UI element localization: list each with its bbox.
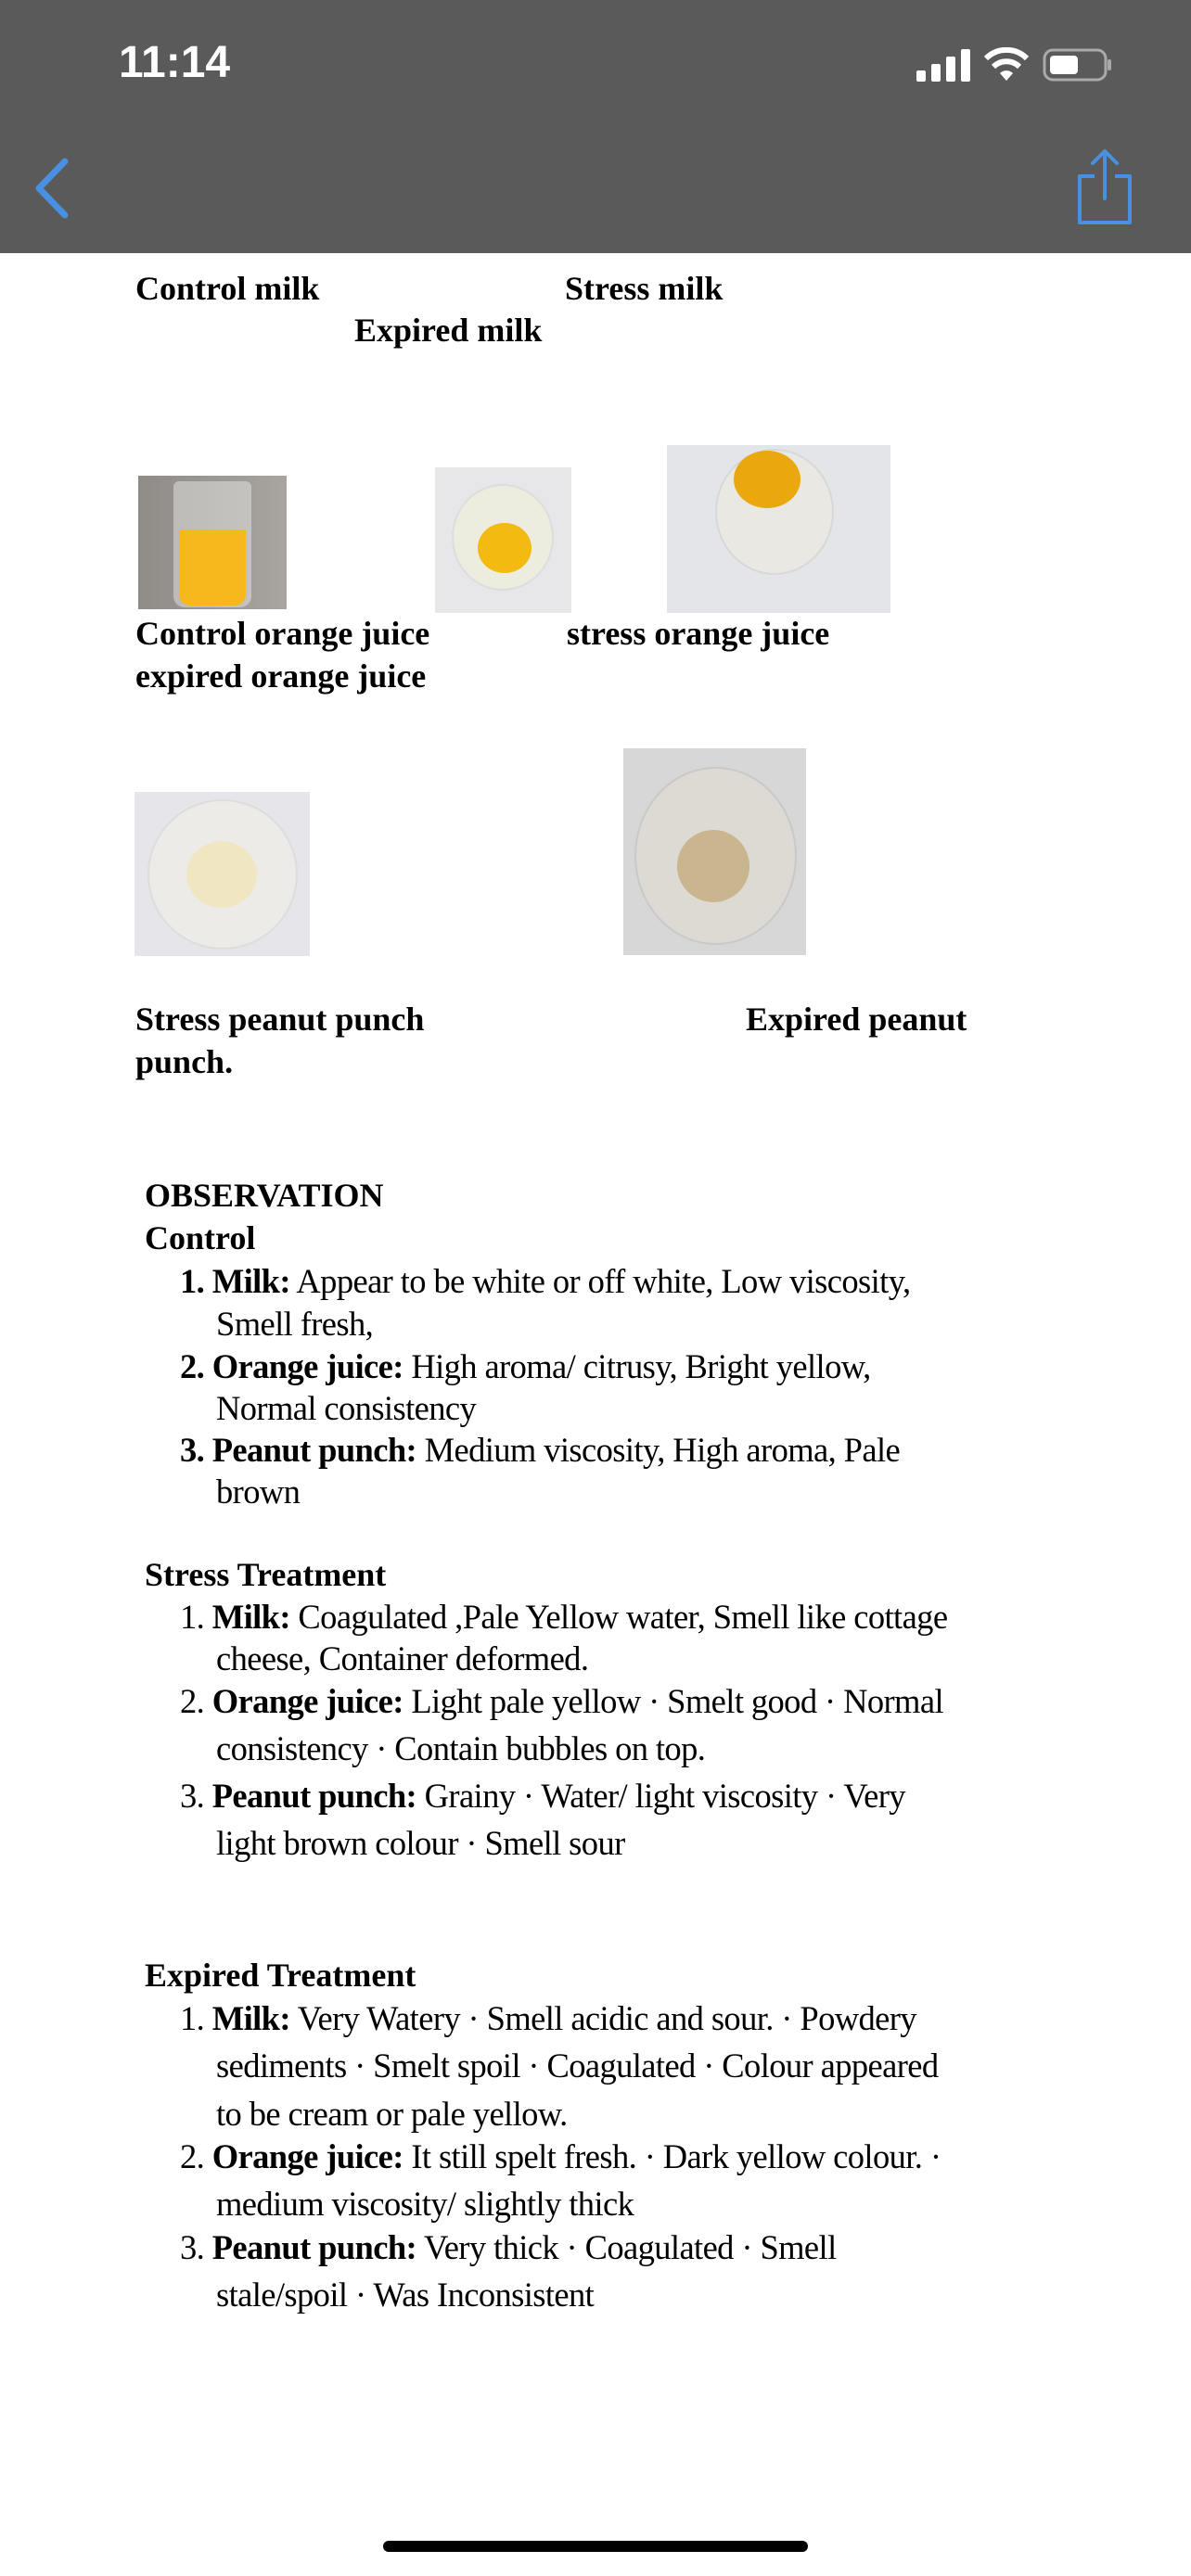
observation-title: OBSERVATION — [145, 1177, 384, 1214]
cellular-signal-icon — [916, 48, 970, 82]
list-item-continuation: Normal consistency — [216, 1389, 477, 1427]
navigation-bar — [0, 0, 1191, 253]
share-icon[interactable] — [1074, 148, 1135, 226]
stress-heading: Stress Treatment — [145, 1556, 387, 1593]
list-item-continuation: sediments · Smelt spoil · Coagulated · Colour appeared — [216, 2047, 939, 2085]
list-item-continuation: stale/spoil · Was Inconsistent — [216, 2276, 595, 2314]
list-item-continuation: cheese, Container deformed. — [216, 1639, 589, 1677]
caption-expired-milk: Expired milk — [354, 312, 543, 349]
photo-stress-peanut-punch — [134, 792, 310, 956]
list-item-continuation: consistency · Contain bubbles on top. — [216, 1729, 706, 1767]
list-item-continuation: light brown colour · Smell sour — [216, 1824, 625, 1862]
home-indicator[interactable] — [383, 2541, 808, 2552]
caption-punch: punch. — [135, 1043, 234, 1080]
caption-control-milk: Control milk — [135, 270, 320, 307]
list-item: 3. Peanut punch: Grainy · Water/ light viscosity · Very — [180, 1777, 905, 1815]
battery-icon — [1043, 46, 1113, 83]
list-item: 1. Milk: Very Watery · Smell acidic and sour. · Powdery — [180, 1999, 916, 2037]
back-chevron-icon[interactable] — [33, 158, 70, 219]
caption-expired-orange-juice: expired orange juice — [135, 657, 427, 695]
status-icons — [916, 46, 1113, 83]
list-item: 3. Peanut punch: Medium viscosity, High aroma, Pale — [180, 1431, 901, 1469]
control-heading: Control — [145, 1219, 256, 1256]
list-item: 2. Orange juice: High aroma/ citrusy, Bright yellow, — [180, 1347, 871, 1385]
photo-expired-orange-juice — [667, 445, 890, 613]
list-item: 1. Milk: Coagulated ,Pale Yellow water, Smell like cottage — [180, 1598, 948, 1636]
list-item: 1. Milk: Appear to be white or off white, Low viscosity, — [180, 1262, 911, 1300]
list-item: 3. Peanut punch: Very thick · Coagulated · Smell — [180, 2228, 837, 2266]
list-item-continuation: to be cream or pale yellow. — [216, 2095, 568, 2133]
expired-heading: Expired Treatment — [145, 1957, 416, 1994]
photo-expired-peanut-punch — [623, 748, 806, 955]
caption-expired-peanut: Expired peanut — [746, 1001, 967, 1038]
caption-stress-milk: Stress milk — [565, 270, 724, 307]
caption-stress-peanut-punch: Stress peanut punch — [135, 1001, 425, 1038]
status-time: 11:14 — [119, 38, 231, 87]
wifi-icon — [983, 47, 1030, 83]
list-item: 2. Orange juice: It still spelt fresh. · Dark yellow colour. · — [180, 2137, 941, 2175]
list-item: 2. Orange juice: Light pale yellow · Smelt good · Normal — [180, 1682, 943, 1720]
list-item-continuation: medium viscosity/ slightly thick — [216, 2185, 634, 2223]
photo-stress-orange-juice — [435, 467, 571, 613]
photo-control-orange-juice — [138, 476, 287, 609]
caption-control-orange-juice: Control orange juice — [135, 615, 430, 652]
list-item-continuation: Smell fresh, — [216, 1305, 374, 1343]
list-item-continuation: brown — [216, 1473, 301, 1511]
caption-stress-orange-juice: stress orange juice — [567, 615, 830, 652]
